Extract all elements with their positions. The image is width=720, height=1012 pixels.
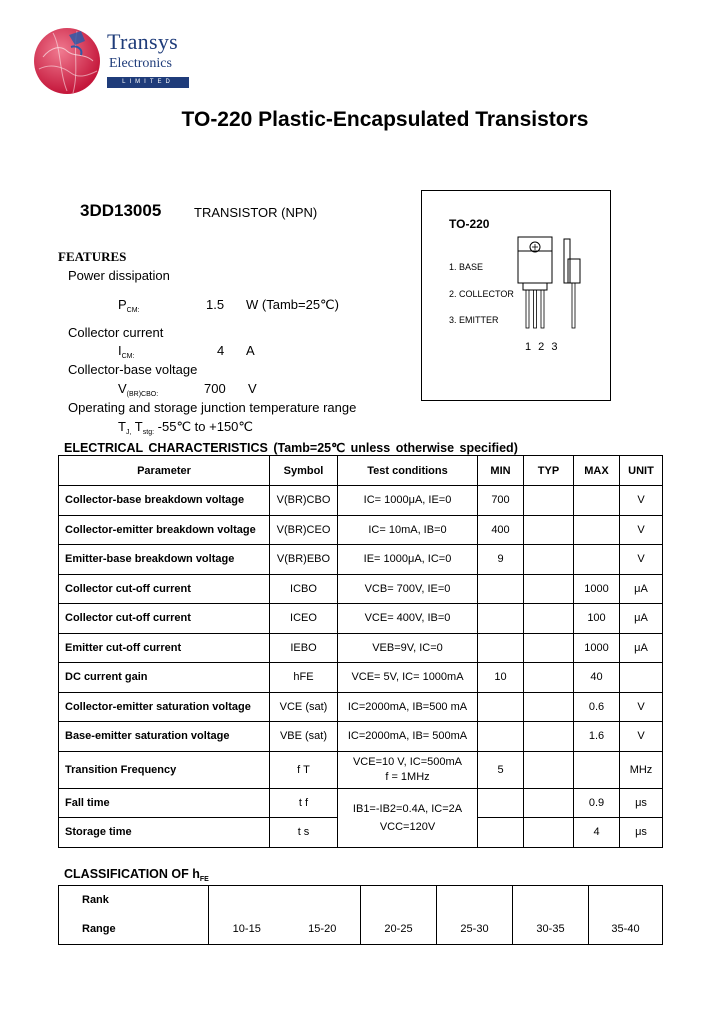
min-cell <box>478 574 524 604</box>
table-row <box>59 788 663 818</box>
unit-cell: μs <box>620 788 663 818</box>
min-cell: 400 <box>478 515 524 545</box>
pin-emitter-label: 3. EMITTER <box>449 315 499 325</box>
part-number: 3DD13005 <box>80 201 162 220</box>
unit-cell: μs <box>620 818 663 848</box>
table-row <box>59 604 663 634</box>
typ-cell <box>524 818 574 848</box>
max-cell <box>574 751 620 788</box>
min-cell <box>478 722 524 752</box>
cb-voltage-unit: V <box>248 381 257 396</box>
collector-current-unit: A <box>246 343 255 358</box>
param-cell: Base-emitter saturation voltage <box>59 722 270 752</box>
symbol-cell: V(BR)EBO <box>270 545 338 575</box>
ec-header-typ: TYP <box>524 456 574 486</box>
param-cell: Transition Frequency <box>59 751 270 788</box>
cond-cell-merged <box>338 788 478 847</box>
max-cell: 0.9 <box>574 788 620 818</box>
range-label: Range <box>59 914 209 945</box>
ec-header-max: MAX <box>574 456 620 486</box>
max-cell: 4 <box>574 818 620 848</box>
range-cell: 15-20 <box>285 914 361 945</box>
max-cell: 1.6 <box>574 722 620 752</box>
table-row <box>59 633 663 663</box>
max-cell <box>574 515 620 545</box>
temp-range: $T_{J,}$ $T_{stg:}$ -55℃ to +150℃ <box>118 419 254 436</box>
to220-package-drawing-icon <box>510 233 590 333</box>
table-row <box>59 486 663 516</box>
range-cell: 20-25 <box>361 914 437 945</box>
symbol-cell: hFE <box>270 663 338 693</box>
max-cell: 100 <box>574 604 620 634</box>
pin-collector-label: 2. COLLECTOR <box>449 289 514 299</box>
param-cell: Fall time <box>59 788 270 818</box>
symbol-cell: ICEO <box>270 604 338 634</box>
rank-row <box>59 886 663 915</box>
min-cell: 700 <box>478 486 524 516</box>
table-row <box>59 574 663 604</box>
table-row <box>59 545 663 575</box>
cond-cell: IC= 10mA, IB=0 <box>338 515 478 545</box>
ec-header-min: MIN <box>478 456 524 486</box>
range-row <box>59 914 663 945</box>
min-cell: 10 <box>478 663 524 693</box>
unit-cell: V <box>620 486 663 516</box>
symbol-cell: f T <box>270 751 338 788</box>
min-cell: 5 <box>478 751 524 788</box>
min-cell <box>478 604 524 634</box>
cond-cell <box>338 751 478 788</box>
param-cell: Collector-base breakdown voltage <box>59 486 270 516</box>
cond-line-2: f = 1MHz <box>385 770 430 783</box>
table-row <box>59 722 663 752</box>
cb-voltage-value: 700 <box>204 381 226 396</box>
collector-current-value: 4 <box>217 343 225 358</box>
typ-cell <box>524 545 574 575</box>
symbol-cell: V(BR)CBO <box>270 486 338 516</box>
symbol-cell: VBE (sat) <box>270 722 338 752</box>
table-row <box>59 751 663 788</box>
typ-cell <box>524 604 574 634</box>
min-cell: 9 <box>478 545 524 575</box>
power-value: 1.5 <box>206 297 225 312</box>
max-cell: 1000 <box>574 633 620 663</box>
document-title: TO-220 Plastic-Encapsulated Transistors <box>181 108 589 131</box>
symbol-cell: IEBO <box>270 633 338 663</box>
typ-cell <box>524 692 574 722</box>
company-logo-globe-icon <box>33 27 101 95</box>
ec-header-conditions: Test conditions <box>338 456 478 486</box>
max-cell <box>574 486 620 516</box>
param-cell: DC current gain <box>59 663 270 693</box>
param-cell: Emitter cut-off current <box>59 633 270 663</box>
unit-cell: MHz <box>620 751 663 788</box>
range-cell: 35-40 <box>589 914 663 945</box>
unit-cell: μA <box>620 604 663 634</box>
unit-cell: V <box>620 692 663 722</box>
param-cell: Emitter-base breakdown voltage <box>59 545 270 575</box>
rank-cell <box>513 886 589 915</box>
table-row <box>59 663 663 693</box>
cb-voltage-symbol: $V_{(BR)CBO:}$ <box>118 381 159 398</box>
min-cell <box>478 788 524 818</box>
typ-cell <box>524 486 574 516</box>
rank-cell <box>589 886 663 915</box>
company-subtitle: Electronics <box>109 56 172 71</box>
min-cell <box>478 633 524 663</box>
cond-cell: IC=2000mA, IB=500 mA <box>338 692 478 722</box>
company-limited-bar: LIMITED <box>107 77 189 88</box>
param-cell: Collector-emitter saturation voltage <box>59 692 270 722</box>
range-cell: 30-35 <box>513 914 589 945</box>
symbol-cell: ICBO <box>270 574 338 604</box>
symbol-cell: t s <box>270 818 338 848</box>
cond-cell: IC= 1000μA, IE=0 <box>338 486 478 516</box>
param-cell: Storage time <box>59 818 270 848</box>
typ-cell <box>524 574 574 604</box>
cb-voltage-label: Collector-base voltage <box>68 362 198 377</box>
typ-cell <box>524 751 574 788</box>
param-cell: Collector-emitter breakdown voltage <box>59 515 270 545</box>
range-cell: 10-15 <box>209 914 285 945</box>
symbol-cell: V(BR)CEO <box>270 515 338 545</box>
unit-cell: μA <box>620 633 663 663</box>
max-cell: 40 <box>574 663 620 693</box>
typ-cell <box>524 788 574 818</box>
classification-heading: CLASSIFICATION OF $h_{FE}$ <box>64 867 209 883</box>
max-cell: 1000 <box>574 574 620 604</box>
power-unit: W (Tamb=25℃) <box>246 297 339 312</box>
ec-header-symbol: Symbol <box>270 456 338 486</box>
cond-line-2: VCC=120V <box>379 820 436 833</box>
electrical-characteristics-table <box>58 455 663 848</box>
typ-cell <box>524 633 574 663</box>
cond-cell: VCE= 400V, IB=0 <box>338 604 478 634</box>
temp-label: Operating and storage junction temperature range <box>68 400 357 415</box>
cond-cell: VEB=9V, IC=0 <box>338 633 478 663</box>
symbol-cell: t f <box>270 788 338 818</box>
package-title: TO-220 <box>449 217 490 231</box>
table-row <box>59 515 663 545</box>
rank-cell <box>209 886 285 915</box>
cond-cell: IE= 1000μA, IC=0 <box>338 545 478 575</box>
power-label: Power dissipation <box>68 268 170 283</box>
ec-heading: ELECTRICAL CHARACTERISTICS (Tamb=25℃ unless otherwise specified) <box>64 441 518 455</box>
min-cell <box>478 692 524 722</box>
rank-label: Rank <box>59 886 209 915</box>
rank-cell <box>437 886 513 915</box>
unit-cell: μA <box>620 574 663 604</box>
param-cell: Collector cut-off current <box>59 604 270 634</box>
company-name: Transys <box>107 29 178 54</box>
pin-base-label: 1. BASE <box>449 262 484 272</box>
cond-cell: VCB= 700V, IE=0 <box>338 574 478 604</box>
max-cell: 0.6 <box>574 692 620 722</box>
typ-cell <box>524 515 574 545</box>
pin-numbers: 1 2 3 <box>525 341 560 353</box>
param-cell: Collector cut-off current <box>59 574 270 604</box>
typ-cell <box>524 722 574 752</box>
classification-table <box>58 885 663 945</box>
unit-cell: V <box>620 545 663 575</box>
ec-header-unit: UNIT <box>620 456 663 486</box>
cond-cell: IC=2000mA, IB= 500mA <box>338 722 478 752</box>
unit-cell <box>620 663 663 693</box>
typ-cell <box>524 663 574 693</box>
rank-cell <box>361 886 437 915</box>
max-cell <box>574 545 620 575</box>
unit-cell: V <box>620 722 663 752</box>
table-row <box>59 692 663 722</box>
unit-cell: V <box>620 515 663 545</box>
symbol-cell: VCE (sat) <box>270 692 338 722</box>
features-heading: FEATURES <box>58 249 127 264</box>
collector-current-symbol: $I_{CM:}$ <box>118 343 135 360</box>
power-symbol: $P_{CM:}$ <box>118 297 140 314</box>
cond-line-1: VCE=10 V, IC=500mA <box>352 755 463 768</box>
cond-line-1: IB1=-IB2=0.4A, IC=2A <box>352 802 463 815</box>
ec-header-row <box>59 456 663 486</box>
ec-header-parameter: Parameter <box>59 456 270 486</box>
rank-cell <box>285 886 361 915</box>
min-cell <box>478 818 524 848</box>
part-type: TRANSISTOR (NPN) <box>194 205 318 220</box>
cond-cell: VCE= 5V, IC= 1000mA <box>338 663 478 693</box>
collector-current-label: Collector current <box>68 325 164 340</box>
range-cell: 25-30 <box>437 914 513 945</box>
